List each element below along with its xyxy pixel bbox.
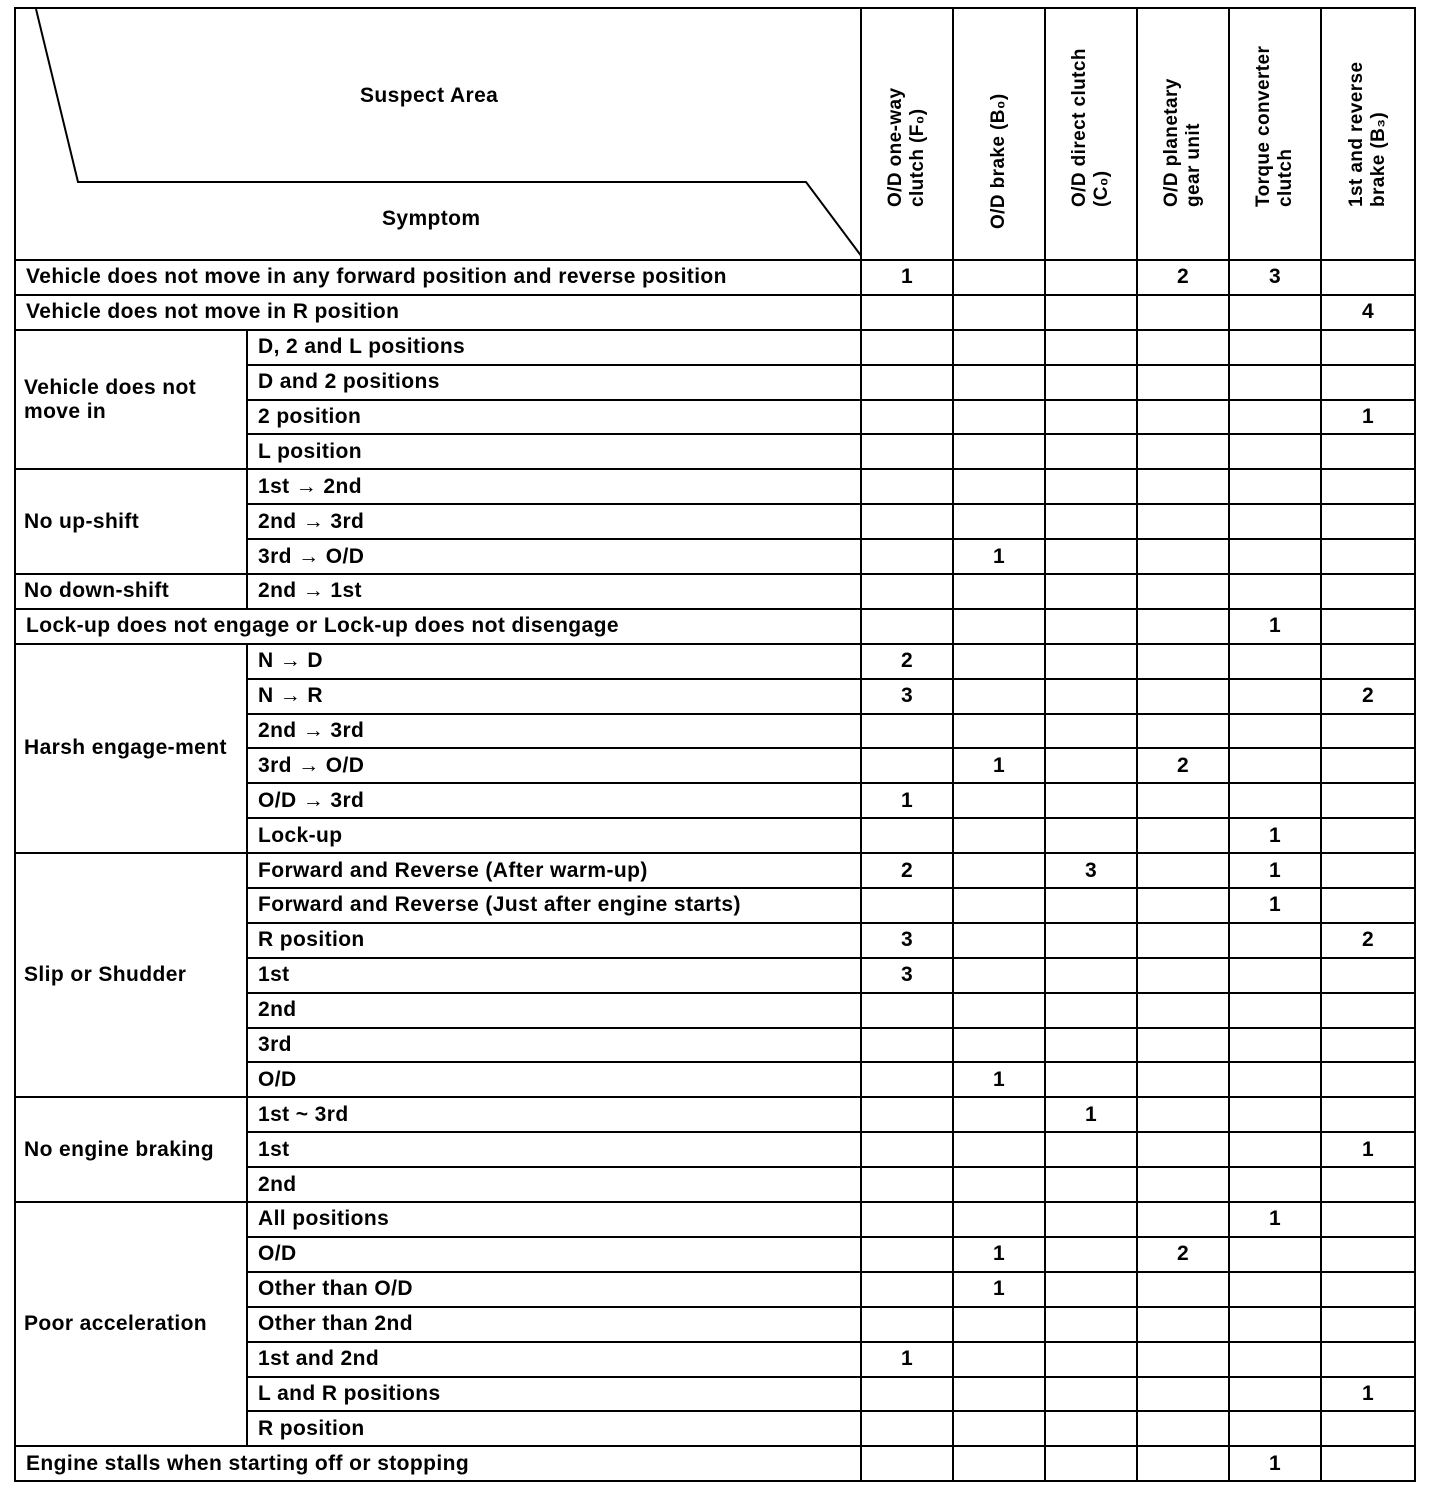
priority-cell	[1137, 539, 1229, 574]
priority-cell	[1045, 1237, 1137, 1272]
priority-cell	[861, 400, 953, 435]
priority-cell: 3	[861, 923, 953, 958]
priority-cell	[1045, 958, 1137, 993]
priority-cell: 1	[1229, 853, 1321, 888]
priority-cell	[1229, 1028, 1321, 1063]
priority-cell	[1321, 1411, 1415, 1446]
priority-cell	[1137, 1446, 1229, 1481]
symptom-detail-cell: 2nd → 1st	[247, 574, 861, 609]
priority-cell: 1	[1045, 1097, 1137, 1132]
priority-cell	[1137, 783, 1229, 818]
priority-cell	[953, 679, 1045, 714]
symptom-detail-cell: N → R	[247, 679, 861, 714]
symptom-detail-cell: 1st ~ 3rd	[247, 1097, 861, 1132]
priority-cell	[953, 783, 1045, 818]
priority-cell	[1137, 469, 1229, 504]
priority-cell: 1	[1321, 400, 1415, 435]
priority-cell	[861, 714, 953, 749]
column-header-line: gear unit	[1183, 123, 1204, 207]
priority-cell	[861, 469, 953, 504]
priority-cell	[1137, 993, 1229, 1028]
priority-cell	[1137, 400, 1229, 435]
priority-cell: 2	[861, 853, 953, 888]
symptom-group-cell: No up-shift	[15, 469, 247, 574]
priority-cell	[861, 574, 953, 609]
symptom-detail-cell: 1st and 2nd	[247, 1342, 861, 1377]
priority-cell: 1	[1229, 609, 1321, 644]
priority-cell	[953, 923, 1045, 958]
priority-cell	[1045, 993, 1137, 1028]
priority-cell: 1	[861, 783, 953, 818]
table-row	[15, 1446, 1415, 1481]
column-header-line: 1st and reverse	[1346, 61, 1367, 207]
priority-cell	[861, 1272, 953, 1307]
column-header-3	[1137, 8, 1229, 260]
priority-cell: 3	[861, 958, 953, 993]
priority-cell: 1	[1229, 1202, 1321, 1237]
symptom-detail-cell: 2nd	[247, 993, 861, 1028]
priority-cell	[1321, 993, 1415, 1028]
symptom-detail-cell: R position	[247, 923, 861, 958]
priority-cell	[1137, 888, 1229, 923]
table-row	[15, 1202, 1415, 1237]
column-header-line: O/D brake (B₀)	[988, 93, 1009, 229]
priority-cell	[953, 958, 1045, 993]
priority-cell	[953, 714, 1045, 749]
priority-cell	[1045, 923, 1137, 958]
suspect-area-label: Suspect Area	[360, 84, 499, 107]
priority-cell	[1229, 1307, 1321, 1342]
priority-cell	[953, 1132, 1045, 1167]
priority-cell	[953, 853, 1045, 888]
priority-cell	[1229, 679, 1321, 714]
priority-cell	[1321, 1202, 1415, 1237]
symptom-detail-cell: Other than 2nd	[247, 1307, 861, 1342]
column-header-line: clutch (F₀)	[907, 108, 928, 207]
symptom-detail-cell: L and R positions	[247, 1377, 861, 1412]
symptom-detail-cell: 2nd → 3rd	[247, 504, 861, 539]
priority-cell	[1321, 888, 1415, 923]
priority-cell	[953, 1202, 1045, 1237]
priority-cell: 2	[1137, 1237, 1229, 1272]
table-row	[15, 295, 1415, 330]
priority-cell	[1045, 888, 1137, 923]
priority-cell	[1321, 539, 1415, 574]
priority-cell	[1321, 1307, 1415, 1342]
priority-cell	[861, 609, 953, 644]
symptom-group-cell: Harsh engage-ment	[15, 644, 247, 853]
priority-cell	[1137, 679, 1229, 714]
priority-cell	[1229, 434, 1321, 469]
priority-cell	[953, 365, 1045, 400]
column-header-text	[1161, 78, 1205, 207]
priority-cell	[953, 609, 1045, 644]
priority-cell	[953, 1342, 1045, 1377]
priority-cell: 2	[1137, 748, 1229, 783]
priority-cell: 3	[1229, 260, 1321, 295]
priority-cell	[1045, 1132, 1137, 1167]
column-header-line: clutch	[1275, 148, 1296, 207]
priority-cell	[953, 1028, 1045, 1063]
priority-cell	[953, 1167, 1045, 1202]
priority-cell	[1137, 714, 1229, 749]
priority-cell	[861, 1202, 953, 1237]
column-header-line: O/D one-way	[885, 87, 906, 207]
priority-cell: 1	[953, 748, 1045, 783]
priority-cell	[861, 504, 953, 539]
priority-cell	[861, 1167, 953, 1202]
column-header-text	[885, 88, 929, 207]
priority-cell	[1137, 1097, 1229, 1132]
priority-cell	[1137, 1342, 1229, 1377]
priority-cell	[1045, 469, 1137, 504]
symptom-detail-cell: 3rd → O/D	[247, 748, 861, 783]
priority-cell	[1137, 365, 1229, 400]
symptom-detail-cell: 2nd → 3rd	[247, 714, 861, 749]
symptom-detail-cell: 1st	[247, 1132, 861, 1167]
priority-cell	[953, 1446, 1045, 1481]
priority-cell	[1045, 1062, 1137, 1097]
priority-cell	[1321, 609, 1415, 644]
troubleshooting-table	[14, 7, 1416, 1482]
priority-cell: 1	[861, 1342, 953, 1377]
priority-cell	[861, 1062, 953, 1097]
priority-cell	[1045, 1028, 1137, 1063]
symptom-detail-cell: All positions	[247, 1202, 861, 1237]
priority-cell	[953, 818, 1045, 853]
table-row	[15, 644, 1415, 679]
priority-cell	[1321, 434, 1415, 469]
symptom-detail-cell: D and 2 positions	[247, 365, 861, 400]
column-header-text	[1346, 62, 1390, 207]
priority-cell	[1229, 469, 1321, 504]
priority-cell	[861, 539, 953, 574]
priority-cell: 1	[1229, 888, 1321, 923]
column-header-line: O/D planetary	[1161, 78, 1182, 207]
priority-cell	[1321, 469, 1415, 504]
priority-cell	[953, 469, 1045, 504]
header-corner	[15, 8, 861, 260]
priority-cell: 2	[1137, 260, 1229, 295]
priority-cell	[1229, 1272, 1321, 1307]
priority-cell	[1229, 504, 1321, 539]
priority-cell: 1	[1229, 1446, 1321, 1481]
priority-cell: 1	[1229, 818, 1321, 853]
symptom-cell: Vehicle does not move in R position	[15, 295, 861, 330]
priority-cell	[861, 993, 953, 1028]
priority-cell	[1137, 504, 1229, 539]
symptom-detail-cell: 3rd	[247, 1028, 861, 1063]
symptom-detail-cell: O/D	[247, 1237, 861, 1272]
symptom-detail-cell: Forward and Reverse (Just after engine starts)	[247, 888, 861, 923]
column-header-1	[953, 8, 1045, 260]
priority-cell: 1	[953, 1062, 1045, 1097]
priority-cell	[1321, 748, 1415, 783]
priority-cell	[1137, 295, 1229, 330]
priority-cell	[1137, 609, 1229, 644]
table-row	[15, 609, 1415, 644]
column-header-5	[1321, 8, 1415, 260]
priority-cell	[1229, 539, 1321, 574]
priority-cell	[1045, 365, 1137, 400]
priority-cell	[1045, 1342, 1137, 1377]
priority-cell: 1	[1321, 1132, 1415, 1167]
priority-cell	[1321, 1097, 1415, 1132]
column-header-4	[1229, 8, 1321, 260]
symptom-detail-cell: Lock-up	[247, 818, 861, 853]
priority-cell	[1321, 260, 1415, 295]
priority-cell	[861, 1237, 953, 1272]
symptom-detail-cell: 3rd → O/D	[247, 539, 861, 574]
priority-cell	[1321, 1062, 1415, 1097]
symptom-detail-cell: 2 position	[247, 400, 861, 435]
priority-cell	[1045, 1307, 1137, 1342]
table-row	[15, 469, 1415, 504]
priority-cell	[861, 748, 953, 783]
priority-cell	[1045, 609, 1137, 644]
priority-cell	[1321, 783, 1415, 818]
priority-cell	[1045, 574, 1137, 609]
priority-cell	[953, 400, 1045, 435]
symptom-detail-cell: L position	[247, 434, 861, 469]
priority-cell	[1229, 1237, 1321, 1272]
priority-cell: 3	[861, 679, 953, 714]
priority-cell	[1321, 330, 1415, 365]
priority-cell	[953, 260, 1045, 295]
priority-cell	[1321, 1028, 1415, 1063]
column-header-text	[1253, 46, 1297, 207]
priority-cell	[953, 434, 1045, 469]
priority-cell	[953, 504, 1045, 539]
table-row	[15, 853, 1415, 888]
priority-cell	[1321, 365, 1415, 400]
priority-cell: 2	[1321, 679, 1415, 714]
priority-cell	[1229, 958, 1321, 993]
symptom-cell: Vehicle does not move in any forward position and reverse position	[15, 260, 861, 295]
priority-cell	[1137, 1202, 1229, 1237]
column-header-line: brake (B₃)	[1368, 111, 1389, 207]
table-row	[15, 260, 1415, 295]
priority-cell	[1229, 1167, 1321, 1202]
priority-cell	[1137, 818, 1229, 853]
column-header-line: (C₀)	[1091, 170, 1112, 207]
priority-cell	[1045, 1377, 1137, 1412]
priority-cell	[861, 1028, 953, 1063]
priority-cell: 1	[1321, 1377, 1415, 1412]
symptom-detail-cell: Other than O/D	[247, 1272, 861, 1307]
table-row	[15, 1097, 1415, 1132]
priority-cell	[861, 1446, 953, 1481]
priority-cell	[1045, 1272, 1137, 1307]
priority-cell	[1321, 1272, 1415, 1307]
priority-cell	[1137, 1062, 1229, 1097]
priority-cell	[861, 1411, 953, 1446]
column-header-text	[988, 93, 1010, 229]
priority-cell	[953, 644, 1045, 679]
priority-cell	[861, 434, 953, 469]
priority-cell	[1045, 295, 1137, 330]
priority-cell	[1229, 365, 1321, 400]
table-row	[15, 330, 1415, 365]
priority-cell	[1137, 1307, 1229, 1342]
priority-cell	[861, 1307, 953, 1342]
column-header-line: O/D direct clutch	[1069, 48, 1090, 207]
priority-cell	[953, 1097, 1045, 1132]
priority-cell	[1045, 1167, 1137, 1202]
table-row	[15, 574, 1415, 609]
symptom-group-cell: Vehicle does not move in	[15, 330, 247, 470]
priority-cell	[861, 365, 953, 400]
priority-cell: 1	[953, 1272, 1045, 1307]
priority-cell	[1137, 853, 1229, 888]
symptom-detail-cell: O/D → 3rd	[247, 783, 861, 818]
priority-cell	[1229, 1377, 1321, 1412]
symptom-detail-cell: N → D	[247, 644, 861, 679]
priority-cell	[1229, 295, 1321, 330]
priority-cell	[1137, 574, 1229, 609]
priority-cell	[1229, 1062, 1321, 1097]
priority-cell	[1229, 644, 1321, 679]
priority-cell	[1229, 993, 1321, 1028]
priority-cell	[953, 330, 1045, 365]
priority-cell: 2	[861, 644, 953, 679]
priority-cell	[1321, 1237, 1415, 1272]
header-row	[15, 8, 1415, 260]
priority-cell	[1229, 1342, 1321, 1377]
priority-cell	[1229, 330, 1321, 365]
symptom-cell: Engine stalls when starting off or stopping	[15, 1446, 861, 1481]
symptom-group-cell: Poor acceleration	[15, 1202, 247, 1446]
priority-cell	[1137, 330, 1229, 365]
column-header-line: Torque converter	[1253, 45, 1274, 207]
priority-cell	[861, 330, 953, 365]
priority-cell	[953, 993, 1045, 1028]
priority-cell: 1	[861, 260, 953, 295]
priority-cell	[1321, 818, 1415, 853]
priority-cell	[861, 1132, 953, 1167]
priority-cell	[1137, 958, 1229, 993]
priority-cell	[1137, 434, 1229, 469]
priority-cell	[1321, 958, 1415, 993]
priority-cell	[953, 1377, 1045, 1412]
symptom-group-cell: Slip or Shudder	[15, 853, 247, 1097]
priority-cell	[1045, 1202, 1137, 1237]
priority-cell	[1045, 260, 1137, 295]
priority-cell	[1321, 504, 1415, 539]
priority-cell	[1137, 923, 1229, 958]
symptom-detail-cell: 2nd	[247, 1167, 861, 1202]
priority-cell	[1229, 1132, 1321, 1167]
priority-cell	[953, 1411, 1045, 1446]
symptom-detail-cell: 1st	[247, 958, 861, 993]
priority-cell	[1229, 783, 1321, 818]
priority-cell	[1045, 783, 1137, 818]
priority-cell	[953, 295, 1045, 330]
priority-cell	[1229, 574, 1321, 609]
column-header-2	[1045, 8, 1137, 260]
priority-cell	[1321, 644, 1415, 679]
priority-cell	[1229, 1097, 1321, 1132]
priority-cell	[1045, 1446, 1137, 1481]
priority-cell	[861, 888, 953, 923]
priority-cell: 1	[953, 539, 1045, 574]
priority-cell	[1321, 714, 1415, 749]
priority-cell	[953, 574, 1045, 609]
priority-cell	[1137, 1167, 1229, 1202]
priority-cell	[1045, 644, 1137, 679]
priority-cell: 3	[1045, 853, 1137, 888]
priority-cell	[1045, 434, 1137, 469]
symptom-group-cell: No engine braking	[15, 1097, 247, 1202]
priority-cell	[1137, 1377, 1229, 1412]
symptom-detail-cell: R position	[247, 1411, 861, 1446]
priority-cell	[1045, 748, 1137, 783]
priority-cell	[1229, 923, 1321, 958]
priority-cell	[1321, 574, 1415, 609]
priority-cell	[1321, 1446, 1415, 1481]
priority-cell	[1045, 504, 1137, 539]
priority-cell	[1045, 818, 1137, 853]
symptom-detail-cell: D, 2 and L positions	[247, 330, 861, 365]
priority-cell	[1229, 400, 1321, 435]
priority-cell	[1045, 1411, 1137, 1446]
priority-cell	[1229, 748, 1321, 783]
priority-cell	[1137, 1272, 1229, 1307]
priority-cell	[1045, 330, 1137, 365]
symptom-detail-cell: O/D	[247, 1062, 861, 1097]
priority-cell	[953, 888, 1045, 923]
priority-cell	[1321, 1167, 1415, 1202]
symptom-cell: Lock-up does not engage or Lock-up does not disengage	[15, 609, 861, 644]
priority-cell	[861, 295, 953, 330]
symptom-detail-cell: Forward and Reverse (After warm-up)	[247, 853, 861, 888]
priority-cell	[1045, 679, 1137, 714]
priority-cell	[1045, 539, 1137, 574]
symptom-label: Symptom	[382, 207, 481, 230]
symptom-group-cell: No down-shift	[15, 574, 247, 609]
priority-cell	[953, 1307, 1045, 1342]
priority-cell	[1137, 1028, 1229, 1063]
priority-cell	[1321, 853, 1415, 888]
column-header-0	[861, 8, 953, 260]
priority-cell	[1321, 1342, 1415, 1377]
priority-cell: 4	[1321, 295, 1415, 330]
priority-cell	[861, 1377, 953, 1412]
symptom-detail-cell: 1st → 2nd	[247, 469, 861, 504]
priority-cell	[1229, 1411, 1321, 1446]
priority-cell	[861, 1097, 953, 1132]
priority-cell	[1137, 644, 1229, 679]
priority-cell: 1	[953, 1237, 1045, 1272]
priority-cell	[1045, 714, 1137, 749]
priority-cell	[1229, 714, 1321, 749]
priority-cell	[861, 818, 953, 853]
priority-cell	[1137, 1132, 1229, 1167]
column-header-text	[1069, 48, 1113, 207]
priority-cell	[1045, 400, 1137, 435]
priority-cell: 2	[1321, 923, 1415, 958]
priority-cell	[1137, 1411, 1229, 1446]
